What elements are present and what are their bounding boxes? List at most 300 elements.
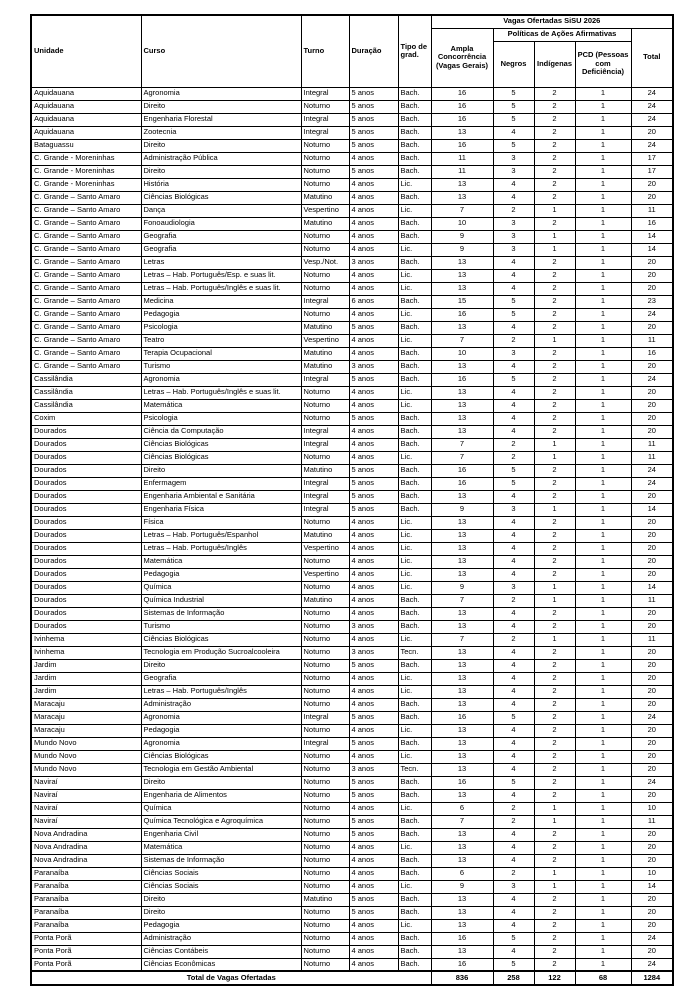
ampla-cell: 16 bbox=[431, 776, 493, 789]
duracao-cell: 4 anos bbox=[349, 841, 398, 854]
pcd-cell: 1 bbox=[575, 243, 631, 256]
total-cell: 20 bbox=[631, 906, 673, 919]
negros-cell: 4 bbox=[493, 945, 534, 958]
total-cell: 20 bbox=[631, 269, 673, 282]
ampla-cell: 13 bbox=[431, 698, 493, 711]
curso-cell: Letras bbox=[141, 256, 301, 269]
tipo-grad-cell: Bach. bbox=[398, 256, 431, 269]
total-cell: 11 bbox=[631, 633, 673, 646]
table-header bbox=[31, 15, 673, 87]
total-cell: 24 bbox=[631, 373, 673, 386]
total-cell: 20 bbox=[631, 542, 673, 555]
duracao-cell: 4 anos bbox=[349, 425, 398, 438]
curso-cell: Química Industrial bbox=[141, 594, 301, 607]
negros-cell: 4 bbox=[493, 607, 534, 620]
tipo-grad-cell: Bach. bbox=[398, 230, 431, 243]
ampla-cell: 13 bbox=[431, 321, 493, 334]
indigenas-cell: 2 bbox=[534, 607, 575, 620]
tipo-grad-cell: Lic. bbox=[398, 386, 431, 399]
table-row bbox=[31, 711, 673, 724]
curso-cell: Ciências Biológicas bbox=[141, 750, 301, 763]
negros-cell: 3 bbox=[493, 243, 534, 256]
indigenas-cell: 2 bbox=[534, 412, 575, 425]
indigenas-cell: 2 bbox=[534, 178, 575, 191]
col-header-turno: Turno bbox=[301, 15, 349, 87]
pcd-cell: 1 bbox=[575, 386, 631, 399]
tipo-grad-cell: Bach. bbox=[398, 412, 431, 425]
negros-cell: 2 bbox=[493, 867, 534, 880]
duracao-cell: 3 anos bbox=[349, 646, 398, 659]
ampla-cell: 9 bbox=[431, 503, 493, 516]
duracao-cell: 4 anos bbox=[349, 867, 398, 880]
total-cell: 14 bbox=[631, 503, 673, 516]
turno-cell: Noturno bbox=[301, 724, 349, 737]
negros-cell: 3 bbox=[493, 880, 534, 893]
tipo-grad-cell: Bach. bbox=[398, 139, 431, 152]
ampla-cell: 13 bbox=[431, 412, 493, 425]
tipo-grad-cell: Bach. bbox=[398, 464, 431, 477]
turno-cell: Noturno bbox=[301, 451, 349, 464]
duracao-cell: 3 anos bbox=[349, 763, 398, 776]
ampla-cell: 16 bbox=[431, 308, 493, 321]
curso-cell: Geografia bbox=[141, 243, 301, 256]
duracao-cell: 4 anos bbox=[349, 555, 398, 568]
indigenas-cell: 2 bbox=[534, 282, 575, 295]
total-cell: 20 bbox=[631, 555, 673, 568]
unidade-cell: Dourados bbox=[31, 503, 141, 516]
col-header-curso: Curso bbox=[141, 15, 301, 87]
curso-cell: Pedagogia bbox=[141, 308, 301, 321]
unidade-cell: Naviraí bbox=[31, 789, 141, 802]
duracao-cell: 4 anos bbox=[349, 230, 398, 243]
group-header-vagas-sisu: Vagas Ofertadas SiSU 2026 bbox=[431, 15, 673, 28]
table-row bbox=[31, 282, 673, 295]
duracao-cell: 5 anos bbox=[349, 776, 398, 789]
negros-cell: 3 bbox=[493, 503, 534, 516]
negros-cell: 4 bbox=[493, 620, 534, 633]
curso-cell: Engenharia Civil bbox=[141, 828, 301, 841]
table-row bbox=[31, 763, 673, 776]
total-cell: 20 bbox=[631, 425, 673, 438]
duracao-cell: 5 anos bbox=[349, 113, 398, 126]
pcd-cell: 1 bbox=[575, 763, 631, 776]
indigenas-cell: 1 bbox=[534, 230, 575, 243]
table-row bbox=[31, 789, 673, 802]
curso-cell: Pedagogia bbox=[141, 568, 301, 581]
total-cell: 20 bbox=[631, 945, 673, 958]
unidade-cell: Cassilândia bbox=[31, 386, 141, 399]
total-cell: 11 bbox=[631, 594, 673, 607]
negros-cell: 2 bbox=[493, 451, 534, 464]
table-row bbox=[31, 425, 673, 438]
tipo-grad-cell: Lic. bbox=[398, 750, 431, 763]
indigenas-cell: 2 bbox=[534, 919, 575, 932]
total-cell: 24 bbox=[631, 464, 673, 477]
tipo-grad-cell: Bach. bbox=[398, 711, 431, 724]
table-row bbox=[31, 451, 673, 464]
total-cell: 20 bbox=[631, 126, 673, 139]
pcd-cell: 1 bbox=[575, 178, 631, 191]
negros-cell: 2 bbox=[493, 633, 534, 646]
pcd-cell: 1 bbox=[575, 438, 631, 451]
unidade-cell: Paranaíba bbox=[31, 919, 141, 932]
pcd-cell: 1 bbox=[575, 945, 631, 958]
negros-cell: 4 bbox=[493, 906, 534, 919]
table-row bbox=[31, 698, 673, 711]
negros-cell: 4 bbox=[493, 698, 534, 711]
duracao-cell: 4 anos bbox=[349, 724, 398, 737]
tipo-grad-cell: Lic. bbox=[398, 841, 431, 854]
unidade-cell: Dourados bbox=[31, 477, 141, 490]
tipo-grad-cell: Bach. bbox=[398, 932, 431, 945]
ampla-cell: 13 bbox=[431, 737, 493, 750]
indigenas-cell: 2 bbox=[534, 126, 575, 139]
curso-cell: Tecnologia em Gestão Ambiental bbox=[141, 763, 301, 776]
tipo-grad-cell: Bach. bbox=[398, 295, 431, 308]
negros-cell: 4 bbox=[493, 841, 534, 854]
turno-cell: Noturno bbox=[301, 698, 349, 711]
duracao-cell: 4 anos bbox=[349, 633, 398, 646]
unidade-cell: Ponta Porã bbox=[31, 958, 141, 971]
indigenas-cell: 1 bbox=[534, 633, 575, 646]
indigenas-cell: 2 bbox=[534, 152, 575, 165]
pcd-cell: 1 bbox=[575, 828, 631, 841]
pcd-cell: 1 bbox=[575, 750, 631, 763]
duracao-cell: 3 anos bbox=[349, 620, 398, 633]
curso-cell: Administração bbox=[141, 932, 301, 945]
unidade-cell: Aquidauana bbox=[31, 126, 141, 139]
duracao-cell: 3 anos bbox=[349, 256, 398, 269]
turno-cell: Matutino bbox=[301, 893, 349, 906]
pcd-cell: 1 bbox=[575, 152, 631, 165]
indigenas-cell: 2 bbox=[534, 841, 575, 854]
ampla-cell: 7 bbox=[431, 438, 493, 451]
curso-cell: Matemática bbox=[141, 399, 301, 412]
ampla-cell: 15 bbox=[431, 295, 493, 308]
tipo-grad-cell: Lic. bbox=[398, 308, 431, 321]
tipo-grad-cell: Bach. bbox=[398, 490, 431, 503]
total-cell: 11 bbox=[631, 204, 673, 217]
curso-cell: Direito bbox=[141, 165, 301, 178]
curso-cell: Química bbox=[141, 802, 301, 815]
curso-cell: Letras – Hab. Português/Inglês e suas lit. bbox=[141, 386, 301, 399]
turno-cell: Matutino bbox=[301, 360, 349, 373]
curso-cell: Direito bbox=[141, 139, 301, 152]
total-cell: 20 bbox=[631, 399, 673, 412]
total-cell: 20 bbox=[631, 282, 673, 295]
duracao-cell: 5 anos bbox=[349, 737, 398, 750]
turno-cell: Noturno bbox=[301, 646, 349, 659]
negros-cell: 4 bbox=[493, 646, 534, 659]
total-cell: 14 bbox=[631, 230, 673, 243]
tipo-grad-cell: Lic. bbox=[398, 399, 431, 412]
negros-cell: 4 bbox=[493, 191, 534, 204]
unidade-cell: Maracaju bbox=[31, 698, 141, 711]
curso-cell: Geografia bbox=[141, 230, 301, 243]
pcd-cell: 1 bbox=[575, 568, 631, 581]
turno-cell: Noturno bbox=[301, 308, 349, 321]
turno-cell: Integral bbox=[301, 87, 349, 100]
curso-cell: Sistemas de Informação bbox=[141, 607, 301, 620]
ampla-cell: 13 bbox=[431, 386, 493, 399]
indigenas-cell: 2 bbox=[534, 958, 575, 971]
table-row bbox=[31, 724, 673, 737]
duracao-cell: 5 anos bbox=[349, 828, 398, 841]
turno-cell: Matutino bbox=[301, 347, 349, 360]
table-row bbox=[31, 373, 673, 386]
negros-cell: 4 bbox=[493, 360, 534, 373]
turno-cell: Integral bbox=[301, 711, 349, 724]
curso-cell: Engenharia Florestal bbox=[141, 113, 301, 126]
total-row-label: Total de Vagas Ofertadas bbox=[31, 971, 431, 985]
total-cell: 24 bbox=[631, 958, 673, 971]
table-row bbox=[31, 750, 673, 763]
tipo-grad-cell: Bach. bbox=[398, 893, 431, 906]
table-row bbox=[31, 490, 673, 503]
total-cell: 24 bbox=[631, 932, 673, 945]
col-header-negros: Negros bbox=[493, 41, 534, 87]
total-cell: 20 bbox=[631, 750, 673, 763]
table-row bbox=[31, 269, 673, 282]
pcd-cell: 1 bbox=[575, 633, 631, 646]
ampla-cell: 13 bbox=[431, 685, 493, 698]
negros-cell: 4 bbox=[493, 529, 534, 542]
curso-cell: Ciência da Computação bbox=[141, 425, 301, 438]
duracao-cell: 4 anos bbox=[349, 607, 398, 620]
indigenas-cell: 1 bbox=[534, 243, 575, 256]
curso-cell: Agronomia bbox=[141, 737, 301, 750]
tipo-grad-cell: Lic. bbox=[398, 178, 431, 191]
negros-cell: 4 bbox=[493, 724, 534, 737]
ampla-cell: 7 bbox=[431, 204, 493, 217]
turno-cell: Matutino bbox=[301, 191, 349, 204]
duracao-cell: 5 anos bbox=[349, 789, 398, 802]
indigenas-cell: 2 bbox=[534, 750, 575, 763]
total-cell: 24 bbox=[631, 308, 673, 321]
indigenas-cell: 2 bbox=[534, 685, 575, 698]
negros-cell: 5 bbox=[493, 87, 534, 100]
table-row bbox=[31, 646, 673, 659]
turno-cell: Noturno bbox=[301, 789, 349, 802]
table-row bbox=[31, 256, 673, 269]
tipo-grad-cell: Bach. bbox=[398, 815, 431, 828]
tipo-grad-cell: Lic. bbox=[398, 581, 431, 594]
turno-cell: Noturno bbox=[301, 685, 349, 698]
tipo-grad-cell: Bach. bbox=[398, 217, 431, 230]
total-cell: 20 bbox=[631, 607, 673, 620]
pcd-cell: 1 bbox=[575, 412, 631, 425]
ampla-cell: 13 bbox=[431, 555, 493, 568]
table-row bbox=[31, 815, 673, 828]
negros-cell: 2 bbox=[493, 204, 534, 217]
curso-cell: Letras – Hab. Português/Esp. e suas lit. bbox=[141, 269, 301, 282]
ampla-cell: 13 bbox=[431, 568, 493, 581]
pcd-cell: 1 bbox=[575, 165, 631, 178]
table-row bbox=[31, 906, 673, 919]
curso-cell: Engenharia Ambiental e Sanitária bbox=[141, 490, 301, 503]
curso-cell: Engenharia Física bbox=[141, 503, 301, 516]
turno-cell: Integral bbox=[301, 113, 349, 126]
curso-cell: Ciências Sociais bbox=[141, 880, 301, 893]
unidade-cell: Cassilândia bbox=[31, 399, 141, 412]
curso-cell: Agronomia bbox=[141, 373, 301, 386]
duracao-cell: 4 anos bbox=[349, 581, 398, 594]
unidade-cell: Nova Andradina bbox=[31, 828, 141, 841]
turno-cell: Integral bbox=[301, 126, 349, 139]
pcd-cell: 1 bbox=[575, 854, 631, 867]
unidade-cell: Paranaíba bbox=[31, 880, 141, 893]
duracao-cell: 4 anos bbox=[349, 854, 398, 867]
total-cell: 20 bbox=[631, 685, 673, 698]
pcd-cell: 1 bbox=[575, 373, 631, 386]
pcd-cell: 1 bbox=[575, 542, 631, 555]
unidade-cell: Dourados bbox=[31, 438, 141, 451]
tipo-grad-cell: Bach. bbox=[398, 945, 431, 958]
table-row bbox=[31, 477, 673, 490]
pcd-cell: 1 bbox=[575, 126, 631, 139]
total-cell: 14 bbox=[631, 880, 673, 893]
ampla-cell: 13 bbox=[431, 659, 493, 672]
table-row bbox=[31, 854, 673, 867]
pcd-cell: 1 bbox=[575, 815, 631, 828]
unidade-cell: Cassilândia bbox=[31, 373, 141, 386]
negros-cell: 4 bbox=[493, 386, 534, 399]
duracao-cell: 4 anos bbox=[349, 542, 398, 555]
duracao-cell: 4 anos bbox=[349, 191, 398, 204]
ampla-cell: 10 bbox=[431, 217, 493, 230]
indigenas-cell: 1 bbox=[534, 867, 575, 880]
tipo-grad-cell: Bach. bbox=[398, 152, 431, 165]
unidade-cell: C. Grande – Santo Amaro bbox=[31, 256, 141, 269]
pcd-cell: 1 bbox=[575, 724, 631, 737]
ampla-cell: 13 bbox=[431, 672, 493, 685]
table-row bbox=[31, 594, 673, 607]
pcd-cell: 1 bbox=[575, 893, 631, 906]
indigenas-cell: 1 bbox=[534, 334, 575, 347]
indigenas-cell: 2 bbox=[534, 724, 575, 737]
pcd-cell: 1 bbox=[575, 958, 631, 971]
tipo-grad-cell: Bach. bbox=[398, 594, 431, 607]
curso-cell: Ciências Biológicas bbox=[141, 633, 301, 646]
total-cell: 20 bbox=[631, 698, 673, 711]
total-cell: 20 bbox=[631, 919, 673, 932]
total-cell: 14 bbox=[631, 243, 673, 256]
unidade-cell: Mundo Novo bbox=[31, 763, 141, 776]
tipo-grad-cell: Lic. bbox=[398, 633, 431, 646]
negros-cell: 5 bbox=[493, 308, 534, 321]
total-cell: 11 bbox=[631, 815, 673, 828]
negros-cell: 2 bbox=[493, 438, 534, 451]
indigenas-cell: 2 bbox=[534, 568, 575, 581]
pcd-cell: 1 bbox=[575, 867, 631, 880]
tipo-grad-cell: Bach. bbox=[398, 659, 431, 672]
duracao-cell: 5 anos bbox=[349, 165, 398, 178]
indigenas-cell: 2 bbox=[534, 620, 575, 633]
ampla-cell: 16 bbox=[431, 932, 493, 945]
duracao-cell: 4 anos bbox=[349, 919, 398, 932]
total-cell: 20 bbox=[631, 659, 673, 672]
indigenas-cell: 2 bbox=[534, 698, 575, 711]
curso-cell: Direito bbox=[141, 906, 301, 919]
duracao-cell: 4 anos bbox=[349, 334, 398, 347]
tipo-grad-cell: Bach. bbox=[398, 698, 431, 711]
negros-cell: 4 bbox=[493, 555, 534, 568]
tipo-grad-cell: Bach. bbox=[398, 321, 431, 334]
pcd-cell: 1 bbox=[575, 776, 631, 789]
unidade-cell: Jardim bbox=[31, 672, 141, 685]
turno-cell: Noturno bbox=[301, 555, 349, 568]
duracao-cell: 4 anos bbox=[349, 685, 398, 698]
pcd-cell: 1 bbox=[575, 646, 631, 659]
indigenas-cell: 2 bbox=[534, 789, 575, 802]
negros-cell: 5 bbox=[493, 373, 534, 386]
indigenas-cell: 2 bbox=[534, 490, 575, 503]
curso-cell: História bbox=[141, 178, 301, 191]
pcd-cell: 1 bbox=[575, 932, 631, 945]
total-cell: 17 bbox=[631, 152, 673, 165]
tipo-grad-cell: Tecn. bbox=[398, 763, 431, 776]
negros-cell: 4 bbox=[493, 542, 534, 555]
duracao-cell: 5 anos bbox=[349, 503, 398, 516]
negros-cell: 4 bbox=[493, 672, 534, 685]
unidade-cell: Maracaju bbox=[31, 724, 141, 737]
turno-cell: Noturno bbox=[301, 958, 349, 971]
table-row bbox=[31, 321, 673, 334]
negros-cell: 4 bbox=[493, 789, 534, 802]
negros-cell: 3 bbox=[493, 230, 534, 243]
curso-cell: Enfermagem bbox=[141, 477, 301, 490]
ampla-cell: 13 bbox=[431, 516, 493, 529]
ampla-cell: 13 bbox=[431, 893, 493, 906]
tipo-grad-cell: Bach. bbox=[398, 373, 431, 386]
curso-cell: Sistemas de Informação bbox=[141, 854, 301, 867]
table-row bbox=[31, 529, 673, 542]
indigenas-cell: 2 bbox=[534, 100, 575, 113]
total-row bbox=[31, 971, 673, 985]
duracao-cell: 5 anos bbox=[349, 100, 398, 113]
negros-cell: 5 bbox=[493, 100, 534, 113]
duracao-cell: 3 anos bbox=[349, 360, 398, 373]
ampla-cell: 13 bbox=[431, 646, 493, 659]
total-cell: 20 bbox=[631, 724, 673, 737]
table-row bbox=[31, 607, 673, 620]
curso-cell: Administração Pública bbox=[141, 152, 301, 165]
unidade-cell: Ponta Porã bbox=[31, 945, 141, 958]
turno-cell: Noturno bbox=[301, 854, 349, 867]
pcd-cell: 1 bbox=[575, 594, 631, 607]
total-cell: 20 bbox=[631, 893, 673, 906]
turno-cell: Integral bbox=[301, 373, 349, 386]
turno-cell: Integral bbox=[301, 438, 349, 451]
unidade-cell: Aquidauana bbox=[31, 113, 141, 126]
table-row bbox=[31, 386, 673, 399]
total-cell: 17 bbox=[631, 165, 673, 178]
col-header-pcd: PCD (Pessoas com Deficiência) bbox=[575, 41, 631, 87]
indigenas-cell: 2 bbox=[534, 516, 575, 529]
unidade-cell: Paranaíba bbox=[31, 906, 141, 919]
table-row bbox=[31, 295, 673, 308]
negros-cell: 4 bbox=[493, 399, 534, 412]
ampla-cell: 6 bbox=[431, 867, 493, 880]
ampla-cell: 7 bbox=[431, 815, 493, 828]
total-cell: 20 bbox=[631, 516, 673, 529]
unidade-cell: C. Grande - Moreninhas bbox=[31, 178, 141, 191]
tipo-grad-cell: Bach. bbox=[398, 854, 431, 867]
indigenas-cell: 2 bbox=[534, 529, 575, 542]
turno-cell: Integral bbox=[301, 425, 349, 438]
duracao-cell: 4 anos bbox=[349, 750, 398, 763]
negros-cell: 4 bbox=[493, 490, 534, 503]
